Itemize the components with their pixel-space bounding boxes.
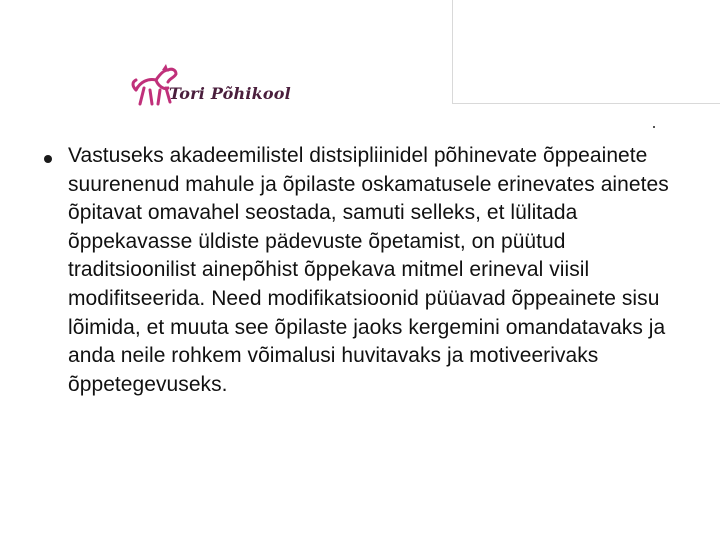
bullet-text: Vastuseks akadeemilistel distsipliinidel põhinevate õppeainete suurenenud mahule ja õpilaste oskamatusele erinevates ainetes õpitavat omavahel seostada, samuti selleks, et lülitada õppekavasse üldiste pädevuste õpetamist, on püütud traditsioonilist ainepõhist õppekava mitmel erineval viisil modifitseerida. Need modifikatsioonid püüavad õppeainete sisu lõimida, et muuta see õpilaste jaoks kergemini omandatavaks ja anda neile rohkem võimalusi huvitavaks ja motiveerivaks õppetegevuseks. [68, 144, 669, 396]
logo-panel [452, 0, 720, 104]
logo-dot [653, 126, 655, 128]
slide-content [40, 142, 690, 399]
bullet-item [40, 142, 690, 399]
bullet-dot-icon [44, 155, 52, 163]
logo-text: Tori Põhikool [169, 84, 291, 103]
